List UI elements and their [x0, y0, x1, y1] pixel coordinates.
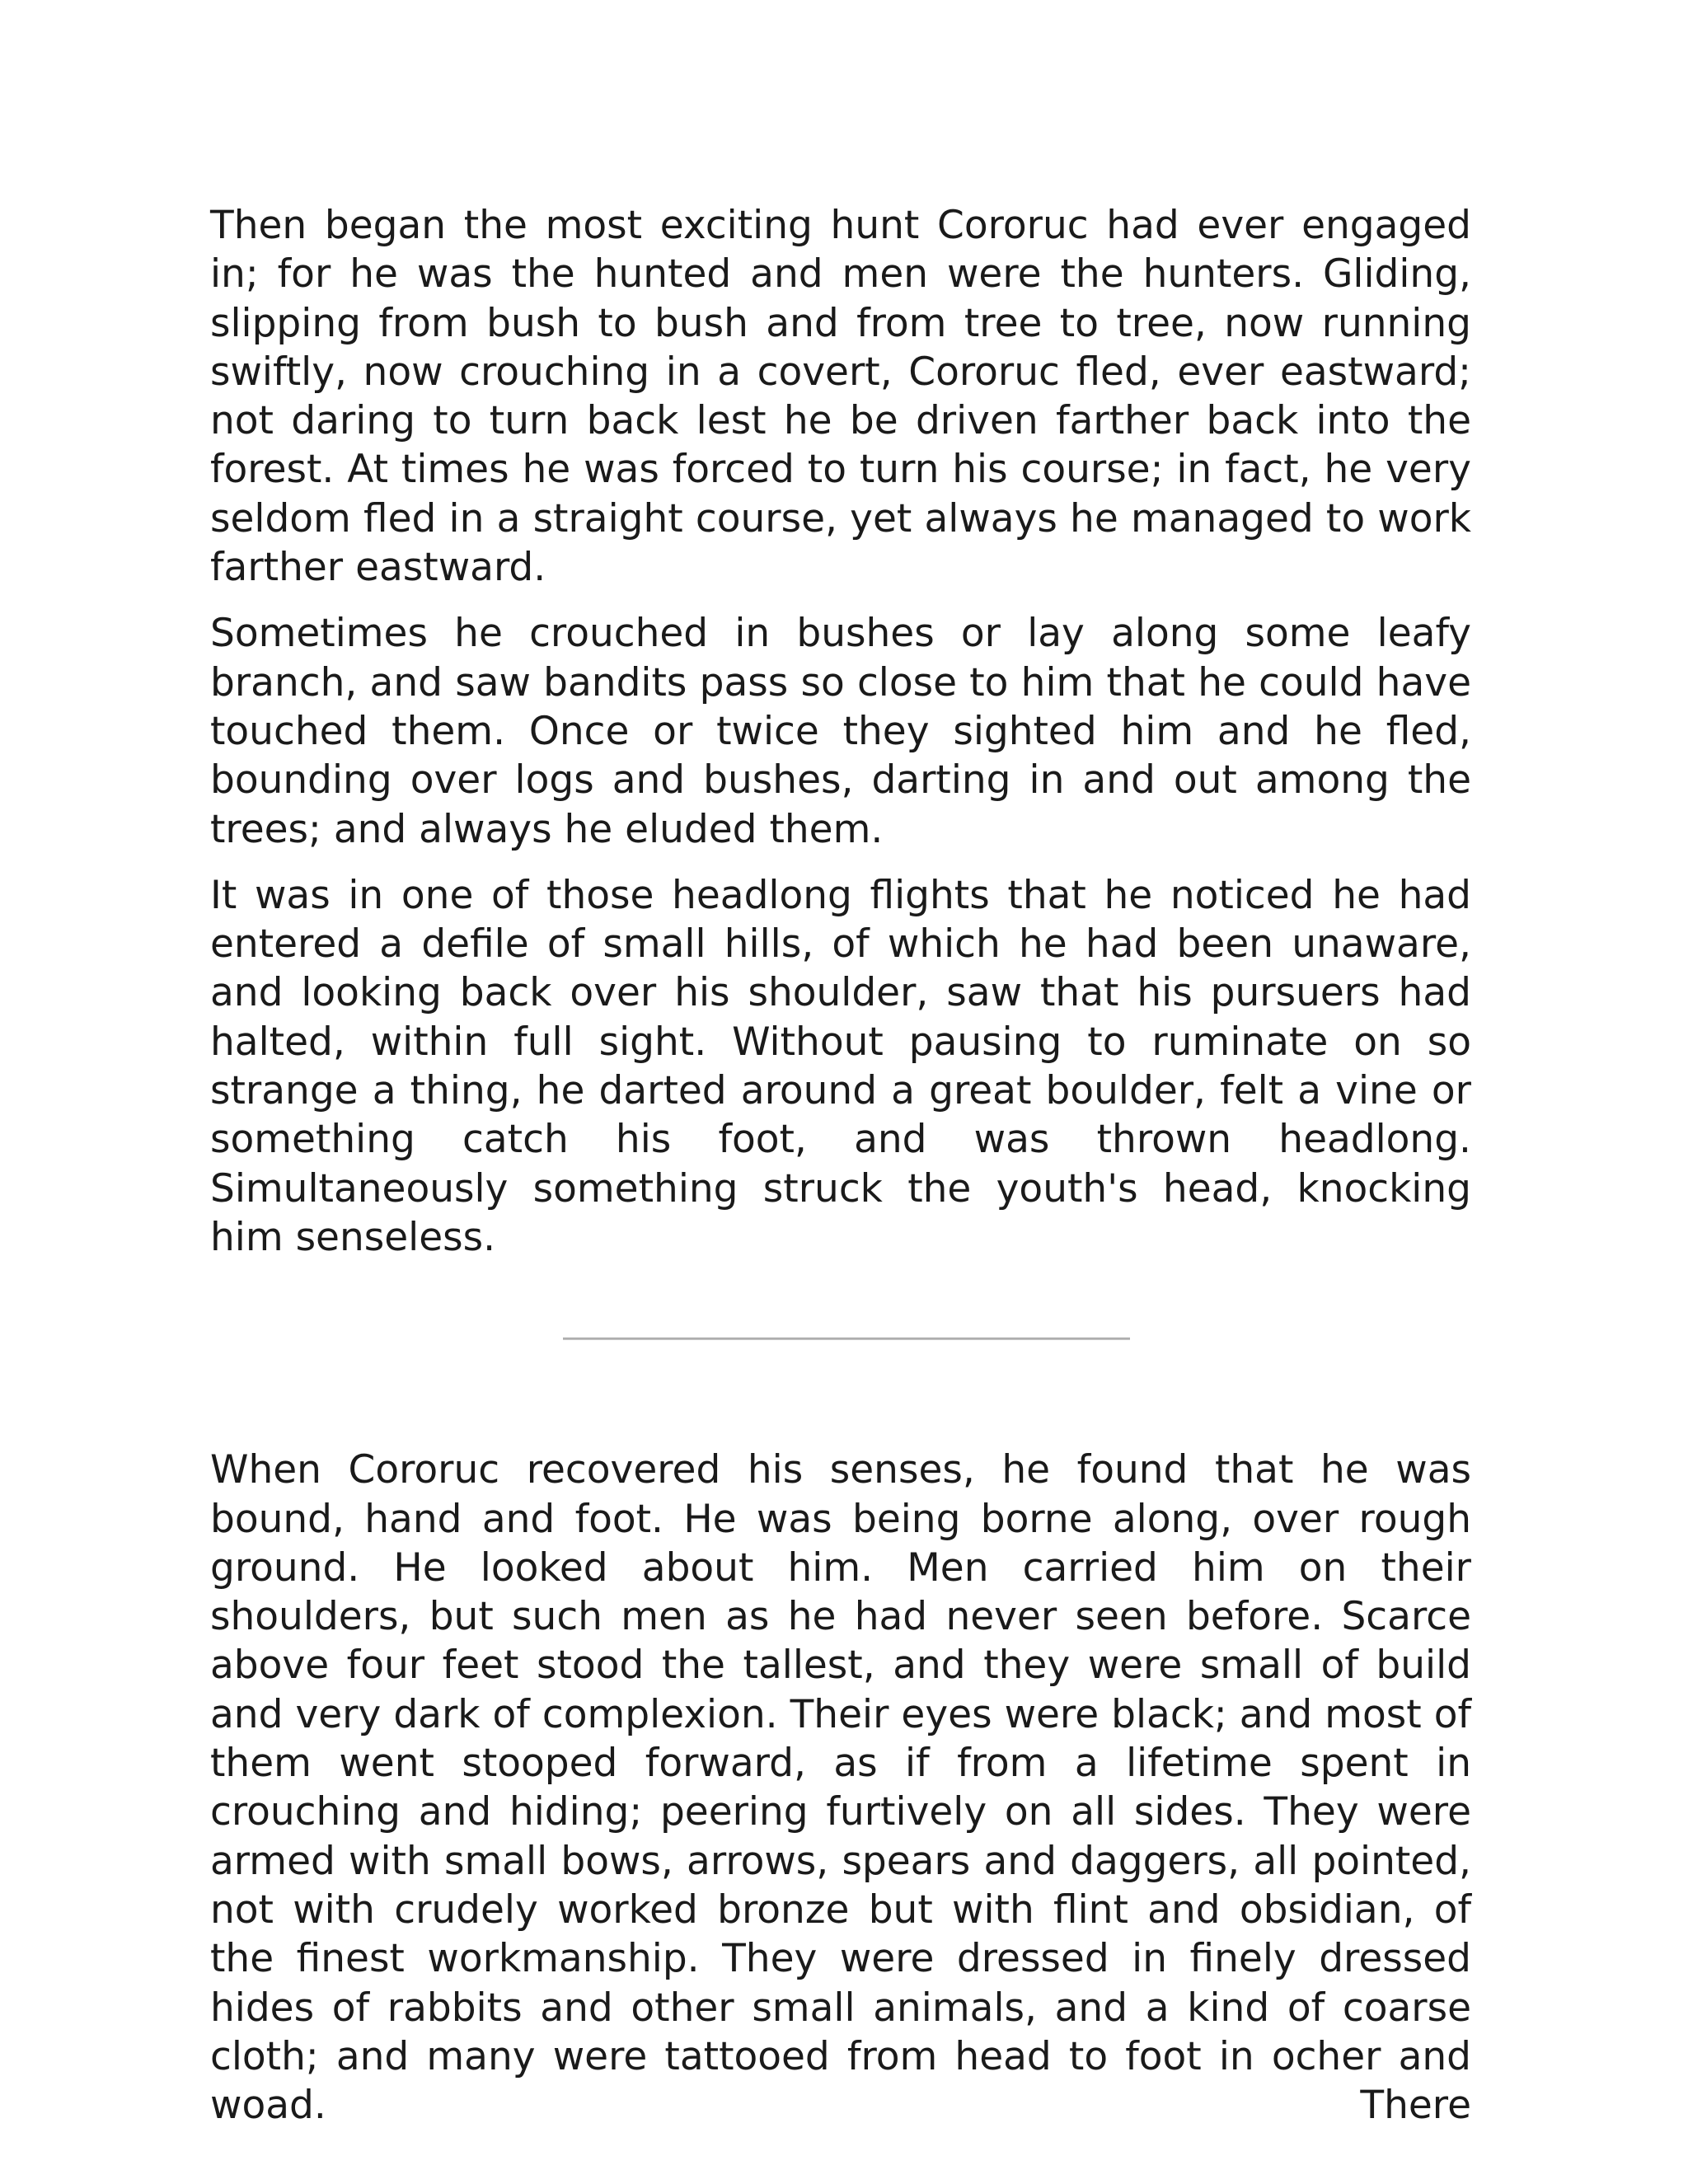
paragraph-defile: It was in one of those headlong flights that he noticed he had entered a defile of small hills, of which he had been unaware, and looking back over his shoulder, saw that his pursuers had halted, within full sight. Without pausing to ruminate on so strange a thing, he darted around a great boulder, felt a vine or something catch his foot, and was thrown headlong. Simultaneously something struck the youth's head, knocking him senseless.	[210, 872, 1471, 1260]
paragraph-captured: When Cororuc recovered his senses, he found that he was bound, hand and foot. He was being borne along, over rough ground. He looked about him. Men carried him on their shoulders, but such men as he had never seen before. Scarce above four feet stood the tallest, and they were small of build and very dark of complexion. Their eyes were black; and most of them went stooped forward, as if from a lifetime spent in crouching and hiding; peering furtively on all sides. They were armed with small bows, arrows, spears and daggers, all pointed, not with crudely worked bronze but with flint and obsidian, of the finest workmanship. They were dressed in finely dressed hides of rabbits and other small animals, and a kind of coarse cloth; and many were tattooed from head to foot in ocher and woad. There	[210, 1447, 1471, 2129]
section-divider	[563, 1338, 1130, 1340]
paragraph-hunt: Then began the most exciting hunt Cororuc had ever engaged in; for he was the hunted and men were the hunters. Gliding, slipping from bush to bush and from tree to tree, now running swiftly, now crouching in a covert, Cororuc fled, ever eastward; not daring to turn back lest he be driven farther back into the forest. At times he was forced to turn his course; in fact, he very seldom fled in a straight course, yet always he managed to work farther eastward.	[210, 203, 1471, 591]
book-page	[210, 201, 1471, 2130]
paragraph-hiding: Sometimes he crouched in bushes or lay along some leafy branch, and saw bandits pass so close to him that he could have touched them. Once or twice they sighted him and he fled, bounding over logs and bushes, darting in and out among the trees; and always he eluded them.	[210, 611, 1471, 852]
